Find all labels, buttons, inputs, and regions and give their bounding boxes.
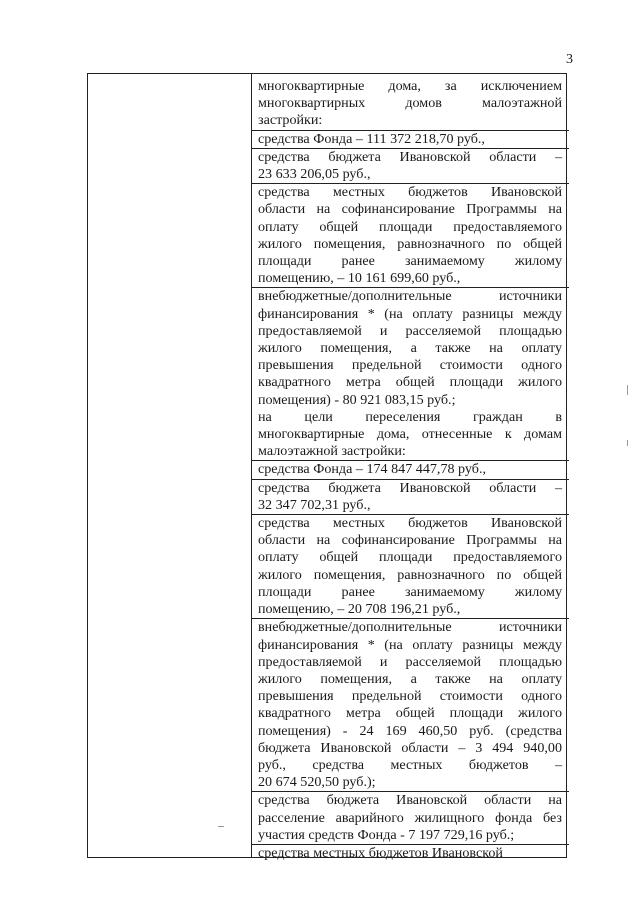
text-line: квадратного метра общей площади жилого [258,374,562,391]
text-line: предоставляемой и расселяемой площадью [258,653,562,670]
text-line: внебюджетные/дополнительные источники [258,288,562,305]
scan-mark [218,826,224,827]
text-line: средства бюджета Ивановской области на [258,792,562,809]
text-line: бюджета Ивановской области – 3 494 940,00 [258,739,562,756]
document-table [87,73,567,861]
text-line: помещения) - 24 169 460,50 руб. (средства [258,722,562,739]
paragraph [258,184,562,287]
paragraph [258,131,562,148]
paragraph [258,619,562,791]
text-line: области на софинансирование Программы на [258,532,562,549]
text-line: малоэтажной застройки: [258,443,406,460]
text-line: участия средств Фонда - 7 197 729,16 руб.; [258,826,515,843]
text-line: превышения предельной стоимости одного [258,357,562,374]
text-line: 32 347 702,31 руб., [258,496,371,513]
paragraph [258,149,562,183]
text-line: площади ранее занимаемому жилому [258,253,562,270]
text-line: 23 633 206,05 руб., [258,166,371,183]
text-line: оплату общей площади предоставляемого [258,218,562,235]
scan-mark [627,440,628,446]
text-line: финансирования * (на оплату разницы между [258,305,562,322]
text-line: жилого помещения, а также на оплату [258,340,562,357]
text-line: средства бюджета Ивановской области – [258,148,562,165]
text-line: жилого помещения, равнозначного по общей [258,235,562,252]
text-line: площади ранее занимаемому жилому [258,583,562,600]
text-line: средства местных бюджетов Ивановской [258,844,503,861]
text-line: средства Фонда – 174 847 447,78 руб., [258,461,486,478]
paragraph [258,78,562,130]
text-line: предоставляемой и расселяемой площадью [258,322,562,339]
text-line: квадратного метра общей площади жилого [258,705,562,722]
text-line: оплату общей площади предоставляемого [258,549,562,566]
text-line: средства местных бюджетов Ивановской [258,184,562,201]
text-line: многоквартирные дома, за исключением [258,78,562,94]
text-line: финансирования * (на оплату разницы между [258,636,562,653]
column-divider [251,74,252,857]
text-line: многоквартирных домов малоэтажной [258,95,562,112]
paragraph [258,409,562,461]
text-line: помещению, – 20 708 196,21 руб., [258,601,461,618]
paragraph [258,480,562,514]
text-line: на цели переселения граждан в [258,408,562,425]
page-number: 3 [566,52,573,67]
text-line: области на софинансирование Программы на [258,201,562,218]
paragraph [258,792,562,844]
text-line: жилого помещения, а также на оплату [258,670,562,687]
scan-mark [627,385,628,395]
text-line: расселение аварийного жилищного фонда без [258,809,562,826]
paragraph [258,845,562,862]
table-text-column [258,78,562,862]
text-line: средства Фонда – 111 372 218,70 руб., [258,130,485,147]
text-line: помещения) - 80 921 083,15 руб.; [258,391,456,408]
text-line: средства бюджета Ивановской области – [258,479,562,496]
text-line: 20 674 520,50 руб.); [258,774,376,791]
text-line: застройки: [258,112,323,129]
paragraph [258,461,562,478]
text-line: превышения предельной стоимости одного [258,688,562,705]
text-line: руб., средства местных бюджетов – [258,756,562,773]
paragraph [258,288,562,408]
text-line: помещению, – 10 161 699,60 руб., [258,270,461,287]
text-line: средства местных бюджетов Ивановской [258,515,562,532]
paragraph [258,515,562,618]
text-line: многоквартирные дома, отнесенные к домам [258,426,562,443]
text-line: внебюджетные/дополнительные источники [258,619,562,636]
text-line: жилого помещения, равнозначного по общей [258,566,562,583]
